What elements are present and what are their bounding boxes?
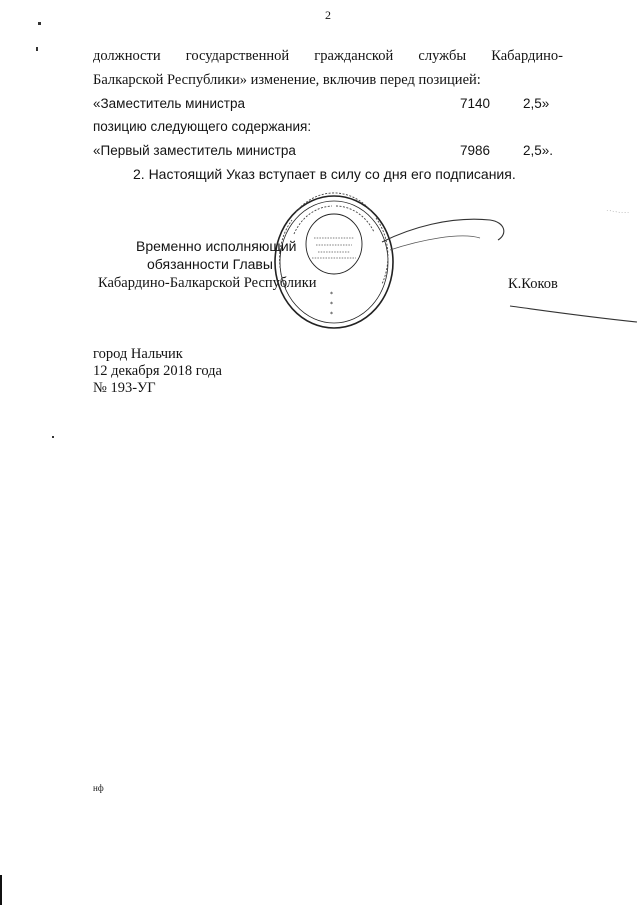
signatory-title-line-2: обязанности Главы [147, 256, 273, 272]
official-seal-stamp [272, 192, 396, 332]
table-row-1-salary: 7140 [460, 96, 491, 111]
issue-date: 12 декабря 2018 года [93, 363, 222, 379]
svg-text:*: * [330, 291, 333, 298]
table-row-2-position: «Первый заместитель министра [93, 143, 296, 158]
table-row-2-salary: 7986 [460, 143, 491, 158]
scan-speck [52, 436, 54, 438]
table-row-1-position: «Заместитель министра [93, 96, 245, 111]
signatory-title-line-3: Кабардино-Балкарской Республики [98, 275, 317, 291]
issue-city: город Нальчик [93, 346, 183, 362]
svg-text:*: * [330, 311, 333, 318]
executor-initials: нф [93, 783, 104, 793]
body-text-middle: позицию следующего содержания: [93, 119, 312, 134]
handwritten-signature [380, 210, 639, 330]
signer-name: К.Коков [508, 276, 558, 292]
svg-text:*: * [330, 301, 333, 308]
clause-2: 2. Настоящий Указ вступает в силу со дня его подписания. [133, 166, 516, 182]
table-row-2-coefficient: 2,5». [523, 143, 554, 158]
decree-number: № 193-УГ [93, 380, 156, 396]
signatory-title-line-1: Временно исполняющий [136, 238, 297, 254]
scan-speck [38, 22, 41, 25]
body-text-line-2: Балкарской Республики» изменение, включив перед позицией: [93, 72, 481, 88]
scan-speck [36, 47, 38, 51]
scan-edge [0, 875, 2, 905]
table-row-1-coefficient: 2,5» [523, 96, 550, 111]
page-number: 2 [325, 8, 331, 22]
body-text-line-1: должности государственной гражданской службы Кабардино- [93, 48, 563, 64]
